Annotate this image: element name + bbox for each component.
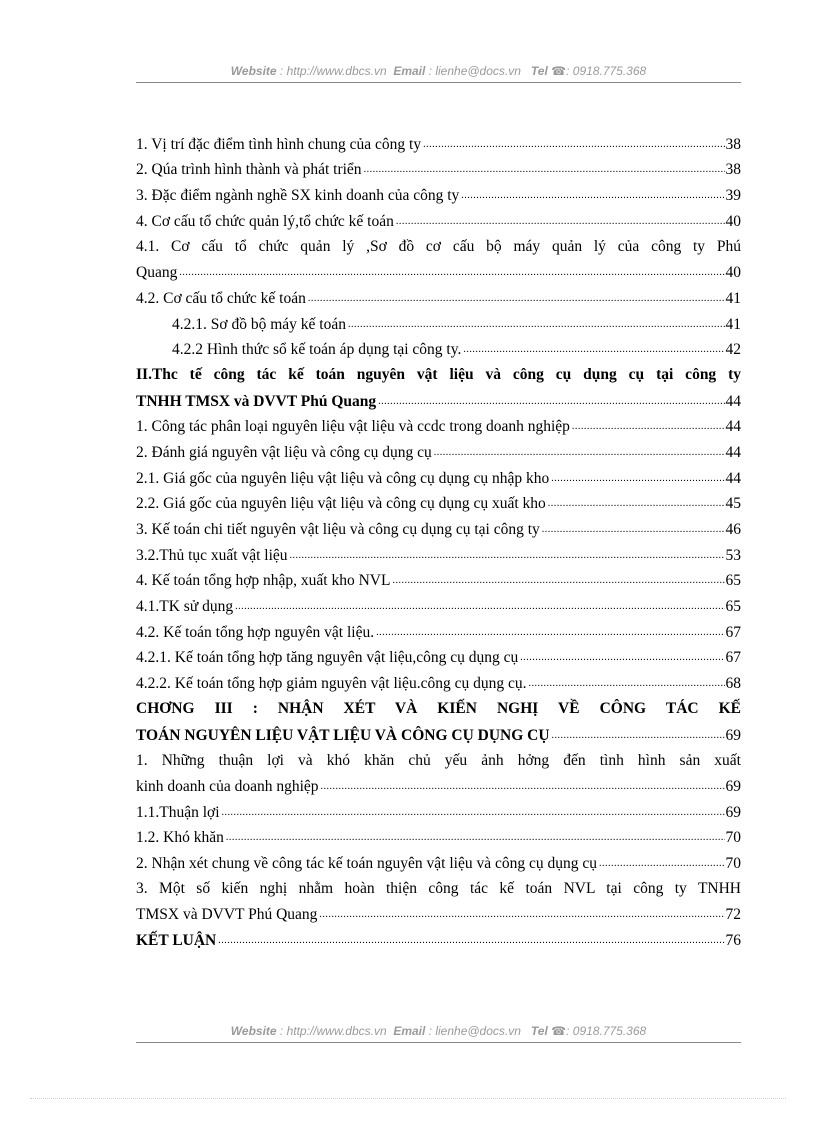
toc-entry-page: 76 bbox=[725, 932, 741, 949]
toc-entry-title: 4.2.1. Sơ đồ bộ máy kế toán bbox=[172, 315, 346, 333]
header-divider bbox=[136, 82, 741, 83]
page-bottom-dotted-line bbox=[30, 1098, 786, 1099]
toc-entry bbox=[136, 154, 741, 180]
header-website-url: : http://www.dbcs.vn bbox=[279, 64, 387, 78]
toc-entry-page: 38 bbox=[725, 161, 741, 179]
toc-entry-title: 4. Kế toán tổng hợp nhập, xuất kho NVL bbox=[136, 572, 391, 590]
toc-entry bbox=[136, 179, 741, 205]
toc-entry bbox=[136, 847, 741, 873]
toc-entry-page: 69 bbox=[725, 777, 741, 795]
toc-entry bbox=[136, 282, 741, 308]
toc-leader bbox=[392, 576, 724, 586]
toc-entry-page: 41 bbox=[725, 315, 741, 333]
toc-entry-title: 1.1.Thuận lợi bbox=[136, 803, 220, 821]
toc-leader bbox=[218, 936, 724, 946]
footer-tel-label: Tel bbox=[530, 1024, 548, 1038]
toc-entry-page: 65 bbox=[725, 598, 741, 616]
toc-entry-page: 67 bbox=[725, 623, 741, 641]
footer-divider bbox=[136, 1042, 741, 1043]
toc-entry bbox=[136, 565, 741, 591]
toc-entry bbox=[136, 205, 741, 231]
toc-entry-title: 4. Cơ cấu tổ chức quản lý,tổ chức kế toán bbox=[136, 212, 394, 230]
toc-entry-title: 4.2. Cơ cấu tổ chức kế toán bbox=[136, 289, 306, 307]
toc-entry-page: 39 bbox=[725, 187, 741, 205]
toc-leader bbox=[321, 782, 725, 792]
toc-leader bbox=[599, 859, 725, 869]
toc-entry-page: 41 bbox=[725, 289, 741, 307]
toc-leader bbox=[463, 345, 724, 355]
toc-entry-title: 4.1.TK sử dụng bbox=[136, 598, 234, 616]
header-email-value: : lienhe@docs.vn bbox=[428, 64, 521, 78]
toc-entry-title: TNHH TMSX và DVVT Phú Quang bbox=[136, 392, 377, 410]
toc-leader bbox=[434, 448, 725, 458]
toc-entry-title: 3. Kế toán chi tiết nguyên vật liệu và công cụ dụng cụ tại công ty bbox=[136, 521, 540, 538]
toc-entry-title: Quang bbox=[136, 264, 178, 282]
toc-entry bbox=[136, 488, 741, 514]
toc-entry-title: 4.2. Kế toán tổng hợp nguyên vật liệu. bbox=[136, 623, 375, 641]
toc-chapter-heading bbox=[136, 719, 741, 745]
toc-leader bbox=[520, 653, 724, 663]
footer-website-url: : http://www.dbcs.vn bbox=[279, 1024, 387, 1038]
toc-leader bbox=[226, 833, 725, 843]
toc-leader bbox=[290, 551, 725, 561]
toc-entry bbox=[136, 667, 741, 693]
toc-entry-page: 46 bbox=[725, 521, 741, 538]
toc-leader bbox=[376, 628, 724, 638]
toc-entry-title: 2.2. Giá gốc của nguyên liệu vật liệu và công cụ dụng cụ xuất kho bbox=[136, 495, 546, 513]
toc-entry bbox=[136, 822, 741, 848]
toc-entry-page: 69 bbox=[725, 803, 741, 821]
toc-entry-title: 2. Nhận xét chung về công tác kế toán nguyên vật liệu và công cụ dụng cụ bbox=[136, 854, 597, 872]
page-footer bbox=[136, 1024, 741, 1038]
toc-entry-title: 1. Công tác phân loại nguyên liệu vật liệu và ccdc trong doanh nghiệp bbox=[136, 418, 570, 436]
toc-entry bbox=[136, 436, 741, 462]
toc-leader bbox=[542, 525, 725, 535]
toc-leader bbox=[222, 808, 725, 818]
toc-entry bbox=[136, 513, 741, 539]
toc-entry-page: 70 bbox=[725, 854, 741, 872]
toc-entry-title: 4.2.2. Kế toán tổng hợp giảm nguyên vật liệu.công cụ dụng cụ. bbox=[136, 675, 527, 693]
toc-entry bbox=[136, 899, 741, 925]
toc-entry-page: 44 bbox=[725, 443, 741, 461]
toc-leader bbox=[552, 731, 725, 741]
toc-chapter-heading-line1: CHƠNG III : NHẬN XÉT VÀ KIẾN NGHỊ VỀ CÔNG TÁC KẾ bbox=[136, 700, 741, 718]
toc-conclusion-heading bbox=[136, 924, 741, 950]
header-tel-label: Tel bbox=[530, 64, 548, 78]
toc-entry-page: 44 bbox=[725, 469, 741, 487]
header-email-label: Email bbox=[393, 64, 426, 78]
toc-entry bbox=[136, 128, 741, 154]
page-header bbox=[136, 64, 741, 78]
toc-entry-title: 2. Qúa trình hình thành và phát triển bbox=[136, 161, 362, 179]
toc-entry-title: 2.1. Giá gốc của nguyên liệu vật liệu và công cụ dụng cụ nhập kho bbox=[136, 469, 550, 487]
toc-entry-line1: 4.1. Cơ cấu tổ chức quản lý ,Sơ đồ cơ cấu bộ máy quản lý của công ty Phú bbox=[136, 237, 741, 255]
header-website-label: Website bbox=[230, 64, 277, 78]
toc-entry-page: 69 bbox=[725, 726, 741, 744]
footer-website-label: Website bbox=[230, 1024, 277, 1038]
toc-entry-page: 67 bbox=[725, 649, 741, 667]
toc-entry-line1: 1. Những thuận lợi và khó khăn chủ yếu ảnh hởng đến tình hình sản xuất bbox=[136, 751, 741, 769]
toc-leader bbox=[348, 320, 725, 330]
toc-entry-page: 72 bbox=[725, 906, 741, 924]
toc-leader bbox=[308, 294, 725, 304]
toc-entry-title: 1. Vị trí đặc điểm tình hình chung của công ty bbox=[136, 135, 422, 153]
toc-entry bbox=[136, 462, 741, 488]
toc-entry bbox=[136, 539, 741, 565]
toc-entry bbox=[136, 256, 741, 282]
toc-entry-line1: 3. Một số kiến nghị nhằm hoàn thiện công tác kế toán NVL tại công ty TNHH bbox=[136, 879, 741, 897]
toc-entry-page: 44 bbox=[725, 418, 741, 436]
header-tel-value: ☎: 0918.775.368 bbox=[551, 64, 647, 78]
toc-leader bbox=[378, 397, 724, 407]
toc-entry bbox=[136, 770, 741, 796]
toc-leader bbox=[461, 191, 724, 201]
footer-email-label: Email bbox=[393, 1024, 426, 1038]
toc-entry-page: 38 bbox=[725, 135, 741, 153]
toc-entry bbox=[136, 616, 741, 642]
toc-entry bbox=[136, 590, 741, 616]
toc-leader bbox=[423, 140, 724, 150]
toc-entry-title: 4.2.2 Hình thức sổ kế toán áp dụng tại công ty. bbox=[172, 341, 462, 359]
toc-entry-title: 3. Đặc điểm ngành nghề SX kinh doanh của công ty bbox=[136, 187, 460, 205]
toc-entry-page: 65 bbox=[725, 572, 741, 590]
toc-entry bbox=[136, 796, 741, 822]
toc-leader bbox=[551, 474, 724, 484]
toc-leader bbox=[528, 679, 724, 689]
toc-entry-page: 40 bbox=[725, 264, 741, 282]
toc-entry bbox=[136, 308, 741, 334]
toc-entry-title: 2. Đánh giá nguyên vật liệu và công cụ dụng cụ bbox=[136, 443, 432, 461]
toc-leader bbox=[319, 910, 724, 920]
toc-entry-title: 1.2. Khó khăn bbox=[136, 829, 224, 847]
toc-section-heading bbox=[136, 385, 741, 411]
toc-entry bbox=[136, 411, 741, 437]
toc-leader bbox=[548, 499, 725, 509]
toc-leader bbox=[572, 422, 725, 432]
toc-entry-title: 4.2.1. Kế toán tổng hợp tăng nguyên vật liệu,công cụ dụng cụ bbox=[136, 649, 519, 667]
toc-entry-title: TOÁN NGUYÊN LIỆU VẬT LIỆU VÀ CÔNG CỤ DỤNG CỤ bbox=[136, 726, 550, 744]
toc-entry bbox=[136, 642, 741, 668]
toc-entry-page: 44 bbox=[725, 392, 741, 410]
toc-entry-page: 68 bbox=[725, 675, 741, 693]
table-of-contents bbox=[136, 128, 741, 950]
toc-entry-title: kinh doanh của doanh nghiệp bbox=[136, 777, 319, 795]
toc-entry-title: 3.2.Thủ tục xuất vật liệu bbox=[136, 546, 288, 564]
toc-entry-page: 70 bbox=[725, 829, 741, 847]
toc-leader bbox=[179, 268, 724, 278]
toc-leader bbox=[364, 165, 725, 175]
toc-entry-page: 53 bbox=[725, 546, 741, 564]
toc-entry-page: 42 bbox=[725, 341, 741, 359]
toc-leader bbox=[396, 217, 725, 227]
toc-entry-title: TMSX và DVVT Phú Quang bbox=[136, 906, 318, 924]
toc-entry-page: 40 bbox=[725, 212, 741, 230]
footer-tel-value: ☎: 0918.775.368 bbox=[551, 1024, 647, 1038]
footer-email-value: : lienhe@docs.vn bbox=[428, 1024, 521, 1038]
toc-entry-title: KẾT LUẬN bbox=[136, 932, 217, 949]
toc-section-heading-line1: II.Thc tế công tác kế toán nguyên vật liệu và công cụ dụng cụ tại công ty bbox=[136, 366, 741, 384]
toc-leader bbox=[235, 602, 724, 612]
toc-entry-page: 45 bbox=[725, 495, 741, 513]
toc-entry bbox=[136, 334, 741, 360]
